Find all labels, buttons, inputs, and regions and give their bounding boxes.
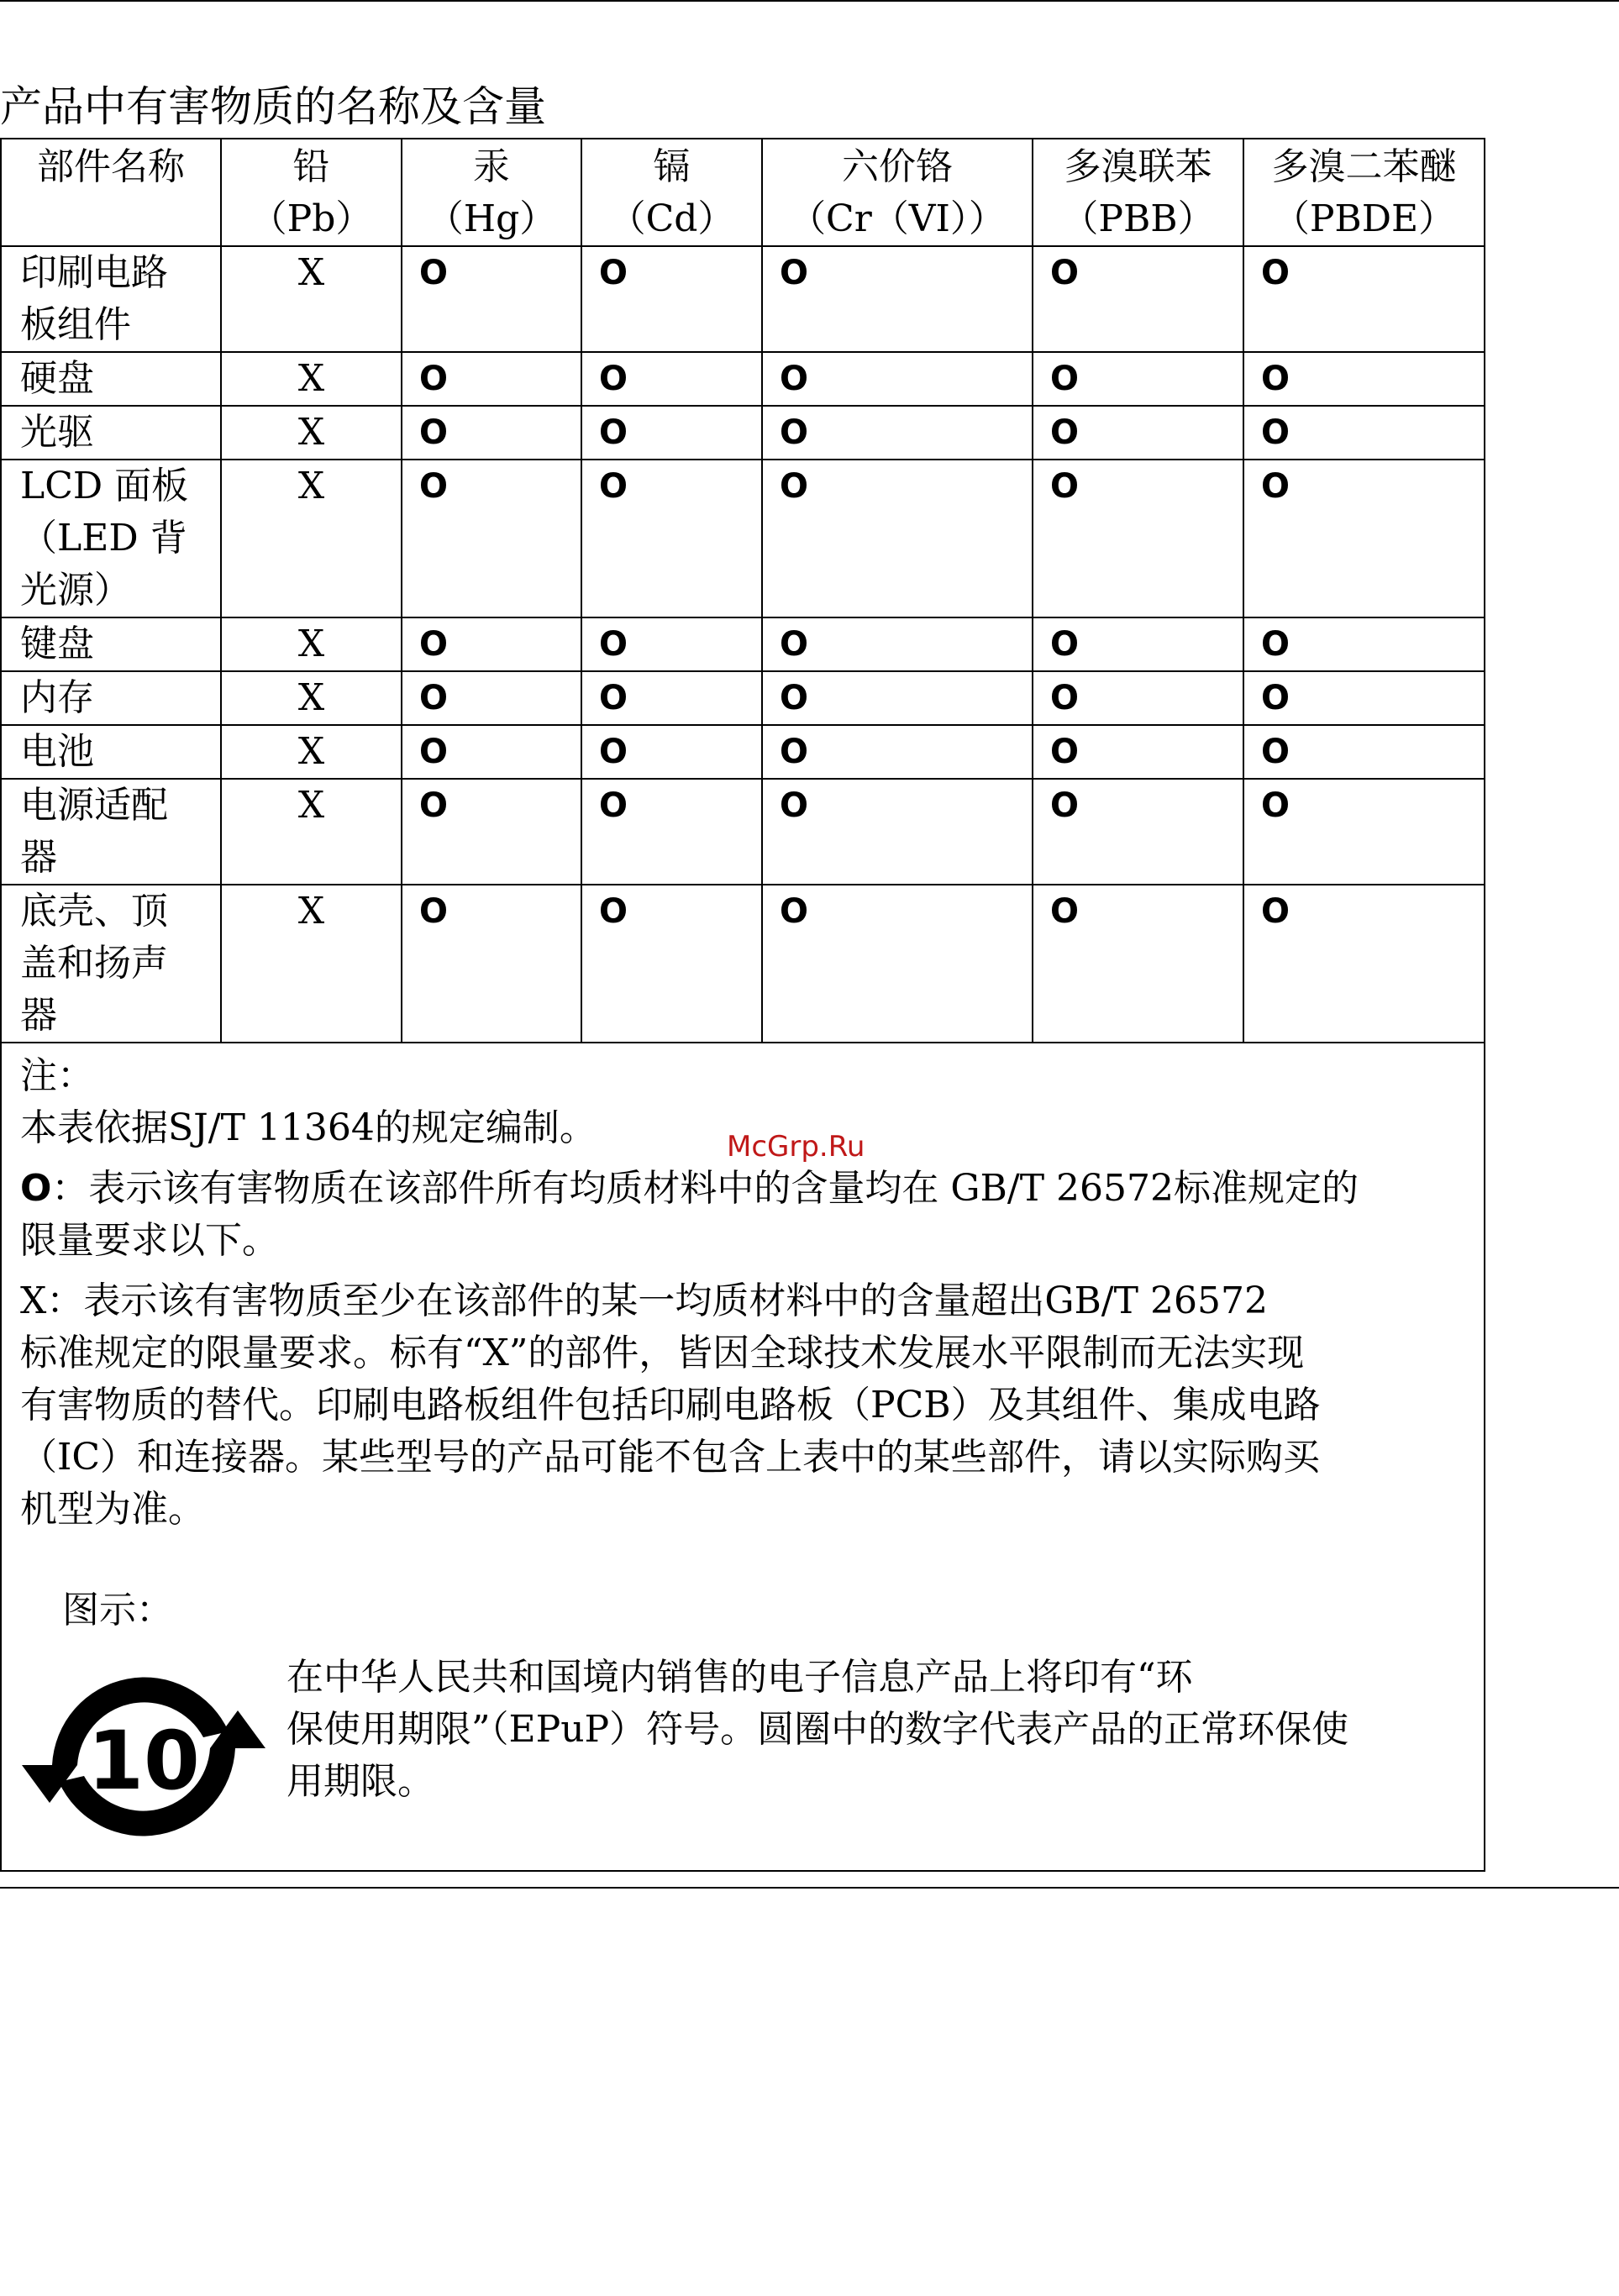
bottom-rule <box>0 1887 1619 1889</box>
column-header-name: 部件名称 <box>37 145 185 188</box>
substance-value-cell: X <box>221 352 402 406</box>
substance-value-cell: O <box>1243 352 1485 406</box>
column-header <box>581 139 762 246</box>
substance-value-cell: O <box>762 460 1033 617</box>
substance-value-cell: O <box>402 406 581 460</box>
notes-basis-text: 本表依据SJ/T 11364的规定编制。 <box>20 1106 597 1149</box>
column-header-symbol: （Hg） <box>426 197 557 240</box>
substance-value-cell: O <box>1243 460 1485 617</box>
figure-row <box>20 1652 1464 1870</box>
substance-value-cell: O <box>402 779 581 885</box>
substance-value-cell: O <box>762 246 1033 352</box>
column-header-symbol: （Pb） <box>250 197 373 240</box>
substance-value-cell: O <box>1243 406 1485 460</box>
substance-value-cell: O <box>402 725 581 779</box>
substance-value-cell: O <box>581 246 762 352</box>
substance-value-cell: O <box>762 352 1033 406</box>
substance-value-cell: X <box>221 779 402 885</box>
o-definition-line <box>20 1163 1464 1215</box>
substance-value-cell: O <box>1033 671 1243 725</box>
component-name-cell <box>1 352 221 406</box>
substance-value-cell: O <box>1033 406 1243 460</box>
component-name-cell <box>1 671 221 725</box>
substance-value-cell: O <box>581 460 762 617</box>
column-header <box>1033 139 1243 246</box>
component-name-line: 光驱 <box>20 411 94 454</box>
table-header-row <box>1 139 1485 246</box>
substance-value-cell: O <box>581 617 762 671</box>
component-name-line: 内存 <box>20 676 94 719</box>
notes-cell <box>1 1043 1485 1871</box>
substance-value-cell: X <box>221 406 402 460</box>
substance-value-cell: O <box>1033 885 1243 1043</box>
column-header-name: 铅 <box>292 145 330 188</box>
substance-value-cell: O <box>581 671 762 725</box>
component-name-line: 硬盘 <box>20 357 94 400</box>
substance-value-cell: O <box>581 779 762 885</box>
component-name-line: 盖和扬声 <box>20 942 168 985</box>
table-row <box>1 617 1485 671</box>
substance-value-cell: O <box>1243 617 1485 671</box>
component-name-cell <box>1 617 221 671</box>
component-name-line: 板组件 <box>20 303 131 346</box>
component-name-line: 器 <box>20 836 57 879</box>
figure-description <box>286 1652 1348 1808</box>
table-row <box>1 352 1485 406</box>
column-header <box>1243 139 1485 246</box>
notes-row <box>1 1043 1485 1871</box>
column-header-name: 多溴联苯 <box>1064 145 1212 188</box>
column-header-symbol: （PBDE） <box>1272 197 1456 240</box>
component-name-line: LCD 面板 <box>20 465 189 507</box>
substance-value-cell: X <box>221 671 402 725</box>
substance-value-cell: O <box>1243 246 1485 352</box>
column-header <box>1 139 221 246</box>
component-name-cell <box>1 246 221 352</box>
substance-value-cell: O <box>581 352 762 406</box>
table-row <box>1 671 1485 725</box>
figure-description-line: 在中华人民共和国境内销售的电子信息产品上将印有“环 <box>286 1656 1193 1699</box>
epup-number: 10 <box>87 1714 200 1808</box>
o-mark: O <box>20 1167 52 1210</box>
component-name-line: 光源） <box>20 569 131 612</box>
substance-value-cell: O <box>1033 725 1243 779</box>
substance-value-cell: X <box>221 460 402 617</box>
figure-label: 图示： <box>62 1589 173 1631</box>
component-name-cell <box>1 725 221 779</box>
table-row <box>1 246 1485 352</box>
epup-10-year-icon <box>22 1652 265 1862</box>
spacer <box>20 1267 1464 1275</box>
table-row <box>1 885 1485 1043</box>
substance-value-cell: O <box>402 246 581 352</box>
watermark: McGrp.Ru <box>727 1130 865 1164</box>
x-definition-line: X：表示该有害物质至少在该部件的某一均质材料中的含量超出GB/T 26572 <box>20 1279 1268 1322</box>
substance-value-cell: X <box>221 885 402 1043</box>
substance-value-cell: O <box>581 406 762 460</box>
table-row <box>1 725 1485 779</box>
substance-value-cell: O <box>762 779 1033 885</box>
component-name-line: 键盘 <box>20 623 94 665</box>
substance-value-cell: X <box>221 725 402 779</box>
substance-value-cell: O <box>1033 460 1243 617</box>
notes-label: 注： <box>20 1054 94 1097</box>
column-header <box>221 139 402 246</box>
substance-value-cell: O <box>1243 725 1485 779</box>
component-name-cell <box>1 779 221 885</box>
substance-value-cell: O <box>402 460 581 617</box>
x-definition-line: 机型为准。 <box>20 1488 205 1531</box>
component-name-line: （LED 背 <box>20 517 187 560</box>
substance-value-cell: O <box>581 885 762 1043</box>
substance-value-cell: O <box>1243 779 1485 885</box>
figure-description-line: 保使用期限”（EPuP）符号。圆圈中的数字代表产品的正常环保使 <box>286 1708 1349 1751</box>
page-title: 产品中有害物质的名称及含量 <box>0 82 546 131</box>
component-name-line: 电源适配 <box>20 784 168 827</box>
column-header-name: 多溴二苯醚 <box>1271 145 1457 188</box>
substance-value-cell: O <box>1033 352 1243 406</box>
substance-value-cell: O <box>762 885 1033 1043</box>
substance-value-cell: O <box>1033 246 1243 352</box>
column-header-symbol: （Cr（VI）） <box>789 197 1006 240</box>
substance-value-cell: O <box>1033 617 1243 671</box>
component-name-line: 底壳、顶 <box>20 890 168 933</box>
table-row <box>1 779 1485 885</box>
substance-value-cell: O <box>402 671 581 725</box>
component-name-line: 电池 <box>20 730 94 773</box>
column-header-name: 汞 <box>473 145 510 188</box>
substance-value-cell: X <box>221 246 402 352</box>
substance-value-cell: O <box>1033 779 1243 885</box>
column-header-name: 镉 <box>653 145 691 188</box>
column-header-symbol: （PBB） <box>1061 197 1215 240</box>
substance-value-cell: O <box>762 406 1033 460</box>
o-definition-line: 限量要求以下。 <box>20 1219 279 1262</box>
component-name-cell <box>1 406 221 460</box>
hazardous-substances-table <box>0 138 1485 1872</box>
top-rule <box>0 0 1619 2</box>
substance-value-cell: O <box>1243 671 1485 725</box>
table-row <box>1 406 1485 460</box>
x-definition-line: 标准规定的限量要求。标有“X”的部件，皆因全球技术发展水平限制而无法实现 <box>20 1332 1305 1374</box>
component-name-cell <box>1 460 221 617</box>
substance-value-cell: O <box>402 617 581 671</box>
table-row <box>1 460 1485 617</box>
substance-value-cell: O <box>402 352 581 406</box>
x-definition-line: （IC）和连接器。某些型号的产品可能不包含上表中的某些部件，请以实际购买 <box>20 1436 1321 1479</box>
o-definition-text: ：表示该有害物质在该部件所有均质材料中的含量均在 GB/T 26572标准规定的 <box>51 1167 1359 1210</box>
substance-value-cell: O <box>762 617 1033 671</box>
x-definition-line: 有害物质的替代。印刷电路板组件包括印刷电路板（PCB）及其组件、集成电路 <box>20 1384 1321 1426</box>
column-header-name: 六价铬 <box>842 145 953 188</box>
substance-value-cell: O <box>762 725 1033 779</box>
figure-description-line: 用期限。 <box>286 1760 434 1803</box>
column-header <box>762 139 1033 246</box>
component-name-line: 印刷电路 <box>20 251 168 294</box>
substance-value-cell: O <box>402 885 581 1043</box>
substance-value-cell: X <box>221 617 402 671</box>
column-header <box>402 139 581 246</box>
component-name-cell <box>1 885 221 1043</box>
component-name-line: 器 <box>20 994 57 1037</box>
substance-value-cell: O <box>762 671 1033 725</box>
column-header-symbol: （Cd） <box>608 197 735 240</box>
substance-value-cell: O <box>581 725 762 779</box>
substance-value-cell: O <box>1243 885 1485 1043</box>
